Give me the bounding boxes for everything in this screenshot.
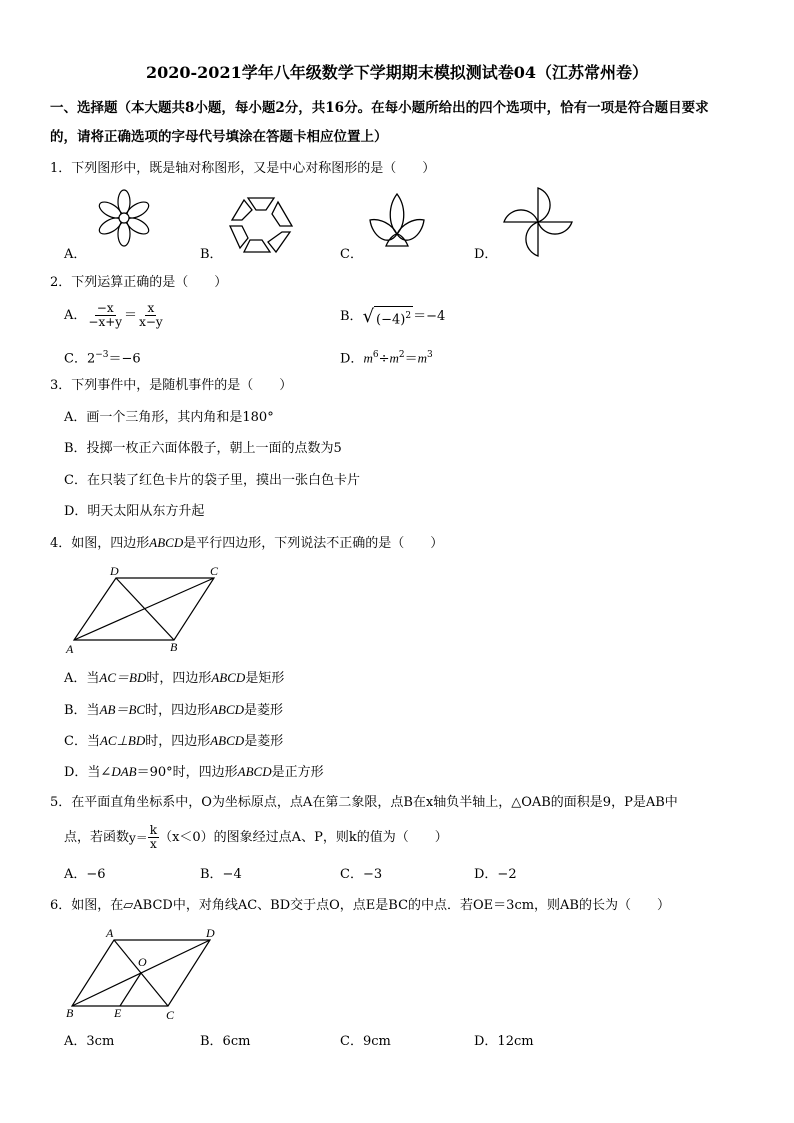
q2-b-rest: ＝−4 (413, 309, 446, 325)
q6-label-a: A (106, 926, 114, 940)
q1-option-b: B． (200, 247, 223, 262)
q5-option-b: B．−4 (200, 867, 242, 882)
sqrt-icon: √ (362, 306, 375, 328)
q4-a-tail: 是矩形 (245, 671, 285, 686)
page-title: 2020-2021学年八年级数学下学期期末模拟测试卷04（江苏常州卷） (146, 63, 648, 82)
q4-c-prefix: C．当 (64, 734, 100, 749)
q2-a-eq: ＝ (124, 307, 138, 323)
q4-option-b (64, 701, 283, 720)
q2-d-m1: m (363, 350, 373, 366)
q4-parallelogram-figure (64, 562, 234, 657)
q2-c-base: 2 (86, 351, 96, 367)
q4-c-cond: AC⊥BD (99, 733, 146, 748)
q5-line2-pre: 点，若函数 (64, 829, 130, 845)
q4-option-d (64, 763, 324, 782)
q1-option-a: A． (64, 247, 87, 262)
q3-option-b: B．投掷一枚正六面体骰子，朝上一面的点数为5 (64, 441, 342, 456)
q5-option-a: A．−6 (64, 867, 106, 882)
q3-stem: 3．下列事件中，是随机事件的是（ ） (50, 378, 293, 393)
q1-option-c: C． (340, 247, 363, 262)
q4-label-d: D (110, 564, 119, 578)
q1-option-d: D． (474, 247, 498, 262)
q2-a-prefix: A． (64, 307, 87, 323)
q2-option-c (64, 346, 141, 368)
q6-label-b: B (66, 1006, 74, 1020)
q2-d-e2: 2 (398, 350, 405, 360)
q2-a-lhs-den: −x+y (88, 315, 123, 329)
q6-stem: 6．如图，在▱ABCD中，对角线AC、BD交于点O，点E是BC的中点．若OE＝3cm，则AB的长为（ ） (50, 898, 670, 913)
section-instructions-line1: 一、选择题（本大题共8小题，每小题2分，共16分。在每小题所给出的四个选项中，恰有一项是符合题目要求 (50, 100, 709, 116)
q4-option-c (64, 732, 283, 751)
q2-d-m3: m (417, 350, 427, 366)
q1-figure-a-flower (92, 186, 156, 250)
q5-fraction (148, 824, 159, 851)
q4-c-shape: ABCD (210, 733, 245, 748)
q4-d-prefix: D．当∠ (64, 765, 112, 780)
q5-option-c: C．−3 (340, 867, 383, 882)
q4-stem-pre: 4．如图，四边形 (50, 536, 150, 551)
q5-line2 (64, 824, 448, 851)
q6-option-a: A．3cm (64, 1034, 115, 1049)
q5-y-eq: y＝ (129, 830, 148, 845)
q2-b-exp: 2 (405, 311, 412, 321)
q1-figure-c-lotus (366, 190, 428, 254)
q6-option-b: B．6cm (200, 1034, 251, 1049)
q4-a-prefix: A．当 (64, 671, 100, 686)
q3-option-d: D．明天太阳从东方升起 (64, 504, 205, 519)
q2-a-lhs-fraction (86, 302, 124, 329)
q5-line2-post: （x＜0）的图象经过点A、P，则k的值为（ ） (159, 829, 448, 845)
q3-option-a: A．画一个三角形，其内角和是180° (64, 410, 274, 425)
q6-label-o: O (138, 955, 147, 969)
q4-label-c: C (210, 564, 219, 578)
q1-figure-b-recycle (228, 196, 294, 254)
q1-figure-d-pinwheel (500, 186, 576, 258)
q4-stem-var: ABCD (149, 535, 184, 550)
q2-a-rhs-num: x (147, 301, 155, 315)
q2-b-radicand (374, 306, 413, 328)
q2-d-prefix: D． (340, 351, 364, 367)
q6-label-d: D (206, 926, 215, 940)
q2-option-a (64, 302, 165, 329)
q5-option-d: D．−2 (474, 867, 517, 882)
q2-d-e1: 6 (372, 350, 379, 360)
q2-option-b (340, 306, 445, 328)
q6-label-c: C (166, 1008, 175, 1022)
q2-option-d (340, 346, 433, 368)
q5-line1: 5．在平面直角坐标系中，O为坐标原点，点A在第二象限，点B在x轴负半轴上，△OAB的面积是9，P是AB中 (50, 795, 678, 810)
q6-parallelogram-figure (64, 928, 224, 1018)
q2-d-eq: ＝ (404, 351, 418, 367)
q4-b-cond: AB＝BC (99, 702, 146, 717)
q6-option-c: C．9cm (340, 1034, 391, 1049)
q6-label-e: E (114, 1006, 122, 1020)
q4-c-tail: 是菱形 (244, 734, 284, 749)
q4-b-tail: 是菱形 (244, 703, 284, 718)
q4-a-shape: ABCD (211, 670, 246, 685)
q4-a-mid: 时，四边形 (146, 671, 212, 686)
q4-stem (50, 534, 443, 553)
q2-a-rhs-fraction (137, 302, 165, 329)
q4-label-a: A (66, 642, 74, 656)
q2-c-exp: −3 (95, 350, 109, 360)
q2-a-rhs-den: x−y (139, 315, 163, 329)
q3-option-c: C．在只装了红色卡片的袋子里，摸出一张白色卡片 (64, 473, 360, 488)
q4-c-mid: 时，四边形 (145, 734, 211, 749)
q2-d-e3: 3 (427, 350, 433, 360)
q2-c-prefix: C． (64, 351, 87, 367)
q4-d-mid: ＝90°时，四边形 (136, 765, 238, 780)
q5-frac-num: k (149, 823, 158, 837)
q2-b-prefix: B． (340, 309, 363, 325)
q4-b-shape: ABCD (210, 702, 245, 717)
q4-b-mid: 时，四边形 (145, 703, 211, 718)
q4-d-shape: ABCD (237, 764, 272, 779)
q4-b-prefix: B．当 (64, 703, 100, 718)
q2-b-inside: (−4) (376, 312, 406, 328)
q4-d-cond: DAB (111, 764, 137, 779)
q2-stem: 2．下列运算正确的是（ ） (50, 275, 228, 290)
q2-d-div: ÷ (378, 351, 390, 367)
q4-label-b: B (170, 640, 178, 654)
q2-d-m2: m (389, 350, 399, 366)
q4-d-tail: 是正方形 (271, 765, 324, 780)
section-instructions-line2: 的，请将正确选项的字母代号填涂在答题卡相应位置上） (50, 129, 388, 145)
q4-a-cond: AC＝BD (99, 670, 147, 685)
q4-option-a (64, 669, 284, 688)
q5-frac-den: x (150, 837, 157, 851)
q1-stem: 1．下列图形中，既是轴对称图形，又是中心对称图形的是（ ） (50, 161, 436, 176)
q2-c-rest: ＝−6 (108, 351, 141, 367)
q4-stem-post: 是平行四边形，下列说法不正确的是（ ） (183, 536, 444, 551)
q6-option-d: D．12cm (474, 1034, 534, 1049)
q2-a-lhs-num: −x (96, 301, 114, 315)
